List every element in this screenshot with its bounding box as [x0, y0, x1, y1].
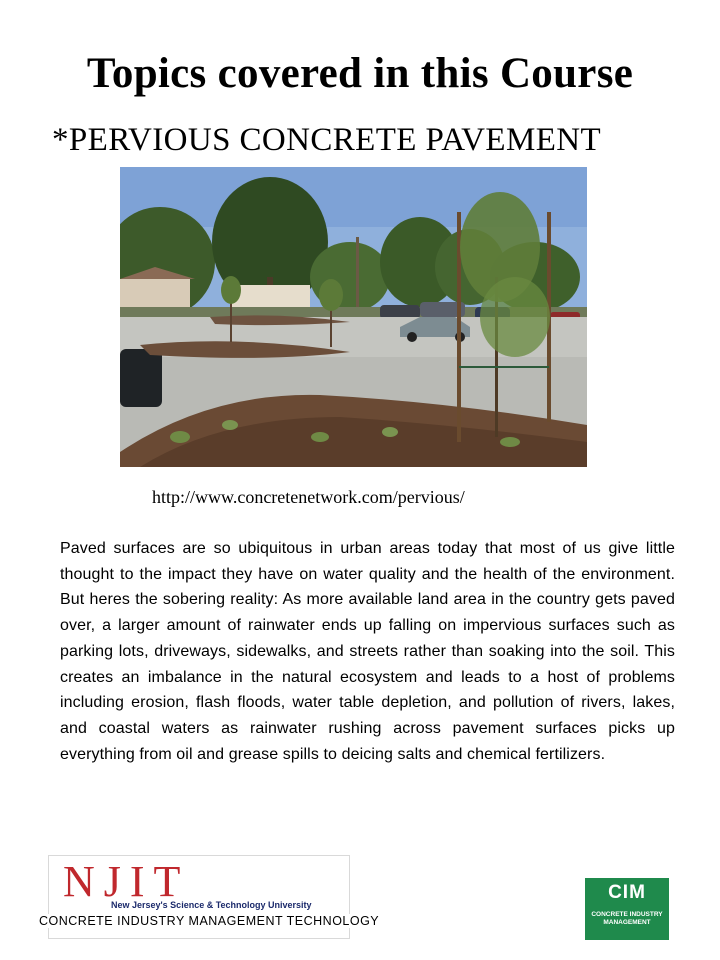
topic-heading: *PERVIOUS CONCRETE PAVEMENT	[52, 122, 602, 158]
njit-logo-letters: NJIT	[63, 857, 190, 906]
body-paragraph: Paved surfaces are so ubiquitous in urban areas today that most of us give little thought to the impact they have on water quality and the health of the environment. But heres the sobering reality: As more available land area in the country gets paved over, a larger amount of rainwater ends up falling on impervious surfaces such as parking lots, driveways, sidewalks, and streets rather than soaking into the soil. This creates an imbalance in the natural ecosystem and leads to a host of problems including erosion, flash floods, water table depletion, and pollution of rivers, lakes, and coastal waters as rainwater rushing across pavement surfaces picks up everything from oil and grease spills to deicing salts and chemical fertilizers.	[60, 540, 675, 763]
njit-tagline: New Jersey's Science & Technology University	[111, 900, 312, 910]
slide-title: Topics covered in this Course	[86, 50, 634, 97]
njit-program-name: CONCRETE INDUSTRY MANAGEMENT TECHNOLOGY	[39, 914, 380, 928]
cim-logo	[585, 878, 669, 940]
cim-logo-letters: CIM	[608, 882, 646, 903]
cim-logo-name: CONCRETE INDUSTRY MANAGEMENT	[591, 911, 663, 926]
pervious-parking-lot-photo	[120, 167, 587, 467]
source-url[interactable]: http://www.concretenetwork.com/pervious/	[152, 487, 465, 507]
njit-logo	[39, 855, 380, 939]
